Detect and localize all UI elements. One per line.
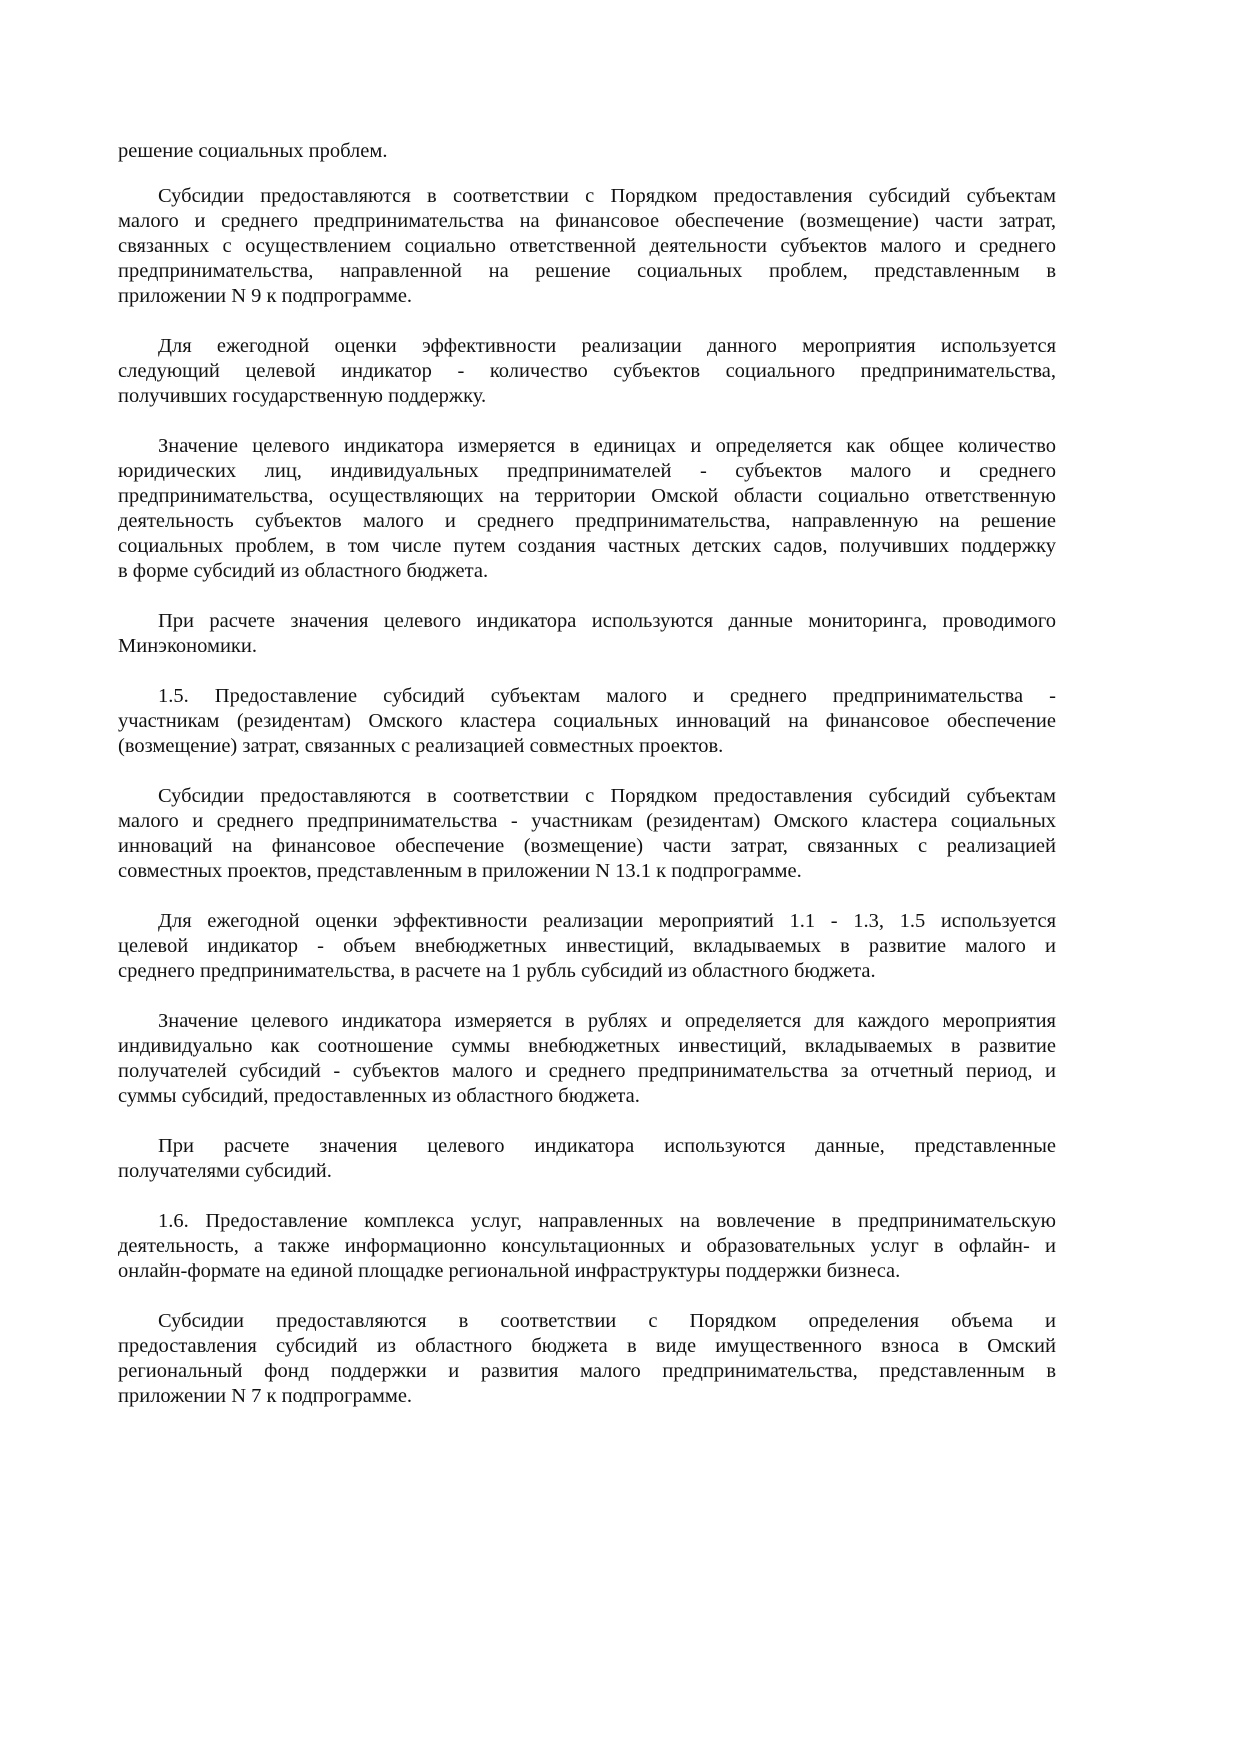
paragraph [118,784,1056,884]
text-line: При расчете значения целевого индикатора используются данные, представленные [158,1135,1056,1157]
text-line: приложении N 7 к подпрограмме. [118,1385,413,1407]
paragraph [118,1134,1056,1184]
text-line: (возмещение) затрат, связанных с реализацией совместных проектов. [118,735,724,757]
text-line: получивших государственную поддержку. [118,385,487,407]
text-line: онлайн-формате на единой площадке региональной инфраструктуры поддержки бизнеса. [118,1260,901,1282]
paragraph [118,684,1056,759]
text-line: следующий целевой индикатор - количество субъектов социального предпринимательства, [118,360,1056,382]
paragraph [118,609,1056,659]
text-line: региональный фонд поддержки и развития малого предпринимательства, представленным в [118,1360,1056,1382]
document-page [118,139,1056,1434]
paragraph [118,434,1056,584]
text-line: 1.5. Предоставление субсидий субъектам малого и среднего предпринимательства - [158,685,1056,707]
text-line: целевой индикатор - объем внебюджетных инвестиций, вкладываемых в развитие малого и [118,935,1056,957]
text-line: Субсидии предоставляются в соответствии с Порядком предоставления субсидий субъектам [158,785,1056,807]
text-line: предпринимательства, осуществляющих на территории Омской области социально ответственную [118,485,1056,507]
text-line: Минэкономики. [118,635,257,657]
paragraph [118,139,1056,164]
paragraph [118,1009,1056,1109]
text-line: получателей субсидий - субъектов малого и среднего предпринимательства за отчетный период, и [118,1060,1056,1082]
text-line: Субсидии предоставляются в соответствии с Порядком определения объема и [158,1310,1056,1332]
text-line: деятельность субъектов малого и среднего предпринимательства, направленную на решение [118,510,1056,532]
text-line: 1.6. Предоставление комплекса услуг, направленных на вовлечение в предпринимательскую [158,1210,1056,1232]
text-line: При расчете значения целевого индикатора используются данные мониторинга, проводимого [158,610,1056,632]
text-line: решение социальных проблем. [118,140,388,162]
text-line: индивидуально как соотношение суммы внебюджетных инвестиций, вкладываемых в развитие [118,1035,1056,1057]
text-line: в форме субсидий из областного бюджета. [118,560,489,582]
text-line: предпринимательства, направленной на решение социальных проблем, представленным в [118,260,1056,282]
text-line: деятельность, а также информационно консультационных и образовательных услуг в офлайн- и [118,1235,1056,1257]
text-line: среднего предпринимательства, в расчете на 1 рубль субсидий из областного бюджета. [118,960,876,982]
text-line: социальных проблем, в том числе путем создания частных детских садов, получивших поддержку [118,535,1056,557]
text-line: приложении N 9 к подпрограмме. [118,285,413,307]
paragraph [118,334,1056,409]
paragraph [118,1209,1056,1284]
text-line: Для ежегодной оценки эффективности реализации данного мероприятия используется [158,335,1056,357]
text-line: получателями субсидий. [118,1160,332,1182]
text-line: малого и среднего предпринимательства - участникам (резидентам) Омского кластера социальных [118,810,1056,832]
paragraph [118,184,1056,309]
text-line: суммы субсидий, предоставленных из областного бюджета. [118,1085,640,1107]
text-line: связанных с осуществлением социально ответственной деятельности субъектов малого и среднего [118,235,1056,257]
text-line: Значение целевого индикатора измеряется в единицах и определяется как общее количество [158,435,1056,457]
text-line: Для ежегодной оценки эффективности реализации мероприятий 1.1 - 1.3, 1.5 используется [158,910,1056,932]
text-line: Значение целевого индикатора измеряется в рублях и определяется для каждого мероприятия [158,1010,1056,1032]
text-line: Субсидии предоставляются в соответствии с Порядком предоставления субсидий субъектам [158,185,1056,207]
text-line: инноваций на финансовое обеспечение (возмещение) части затрат, связанных с реализацией [118,835,1056,857]
text-line: участникам (резидентам) Омского кластера социальных инноваций на финансовое обеспечение [118,710,1056,732]
paragraph [118,1309,1056,1409]
paragraph [118,909,1056,984]
text-line: предоставления субсидий из областного бюджета в виде имущественного взноса в Омский [118,1335,1056,1357]
text-line: юридических лиц, индивидуальных предпринимателей - субъектов малого и среднего [118,460,1056,482]
text-line: малого и среднего предпринимательства на финансовое обеспечение (возмещение) части затрат, [118,210,1056,232]
text-line: совместных проектов, представленным в приложении N 13.1 к подпрограмме. [118,860,802,882]
